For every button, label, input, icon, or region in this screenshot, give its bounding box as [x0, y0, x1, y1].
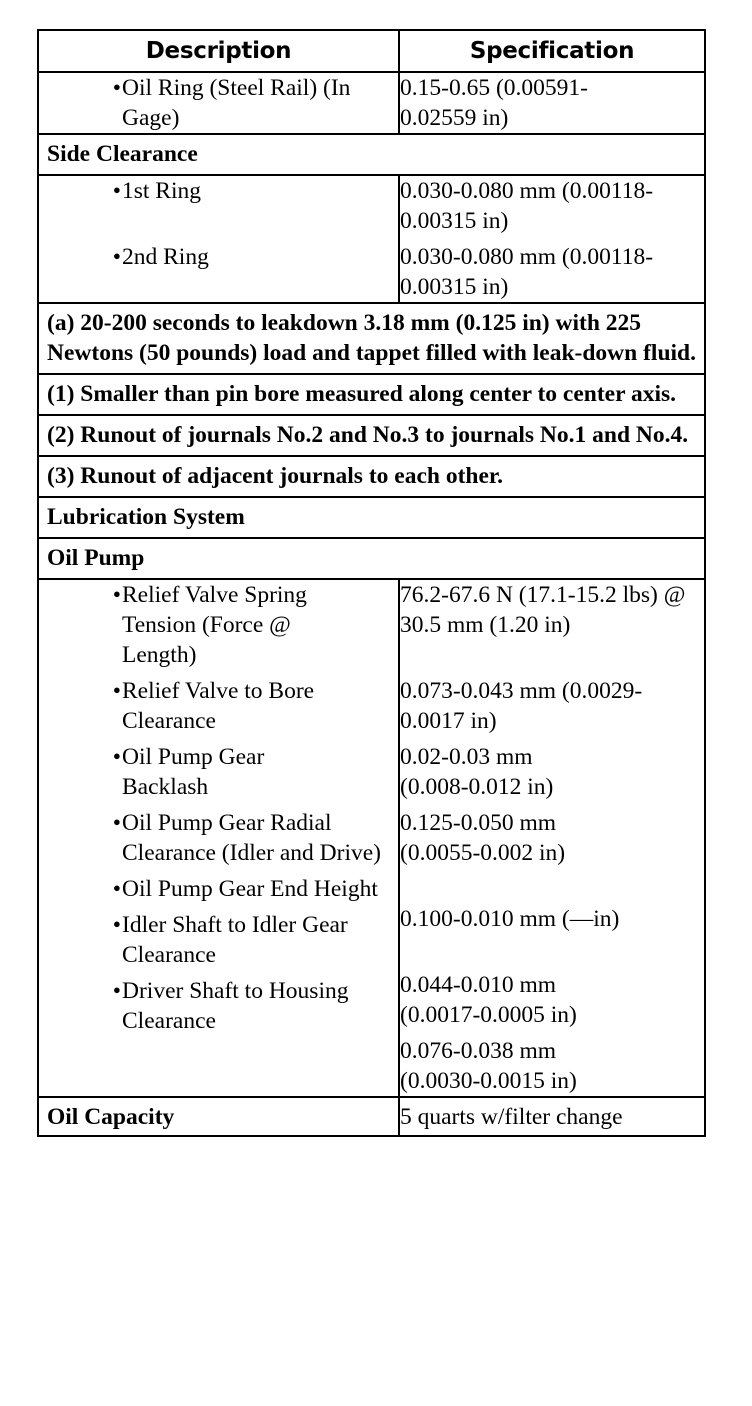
oil-pump-item-value: 0.073-0.043 mm (0.0029-0.0017 in): [400, 678, 643, 734]
oil-ring-label: Oil Ring (Steel Rail) (In Gage): [122, 75, 351, 131]
oil-pump-item-label: Oil Pump Gear Radial Clearance (Idler and Drive): [122, 810, 382, 866]
bullet-icon: •: [112, 744, 121, 770]
oil-pump-item-value: 0.125-0.050 mm (0.0055-0.002 in): [400, 810, 566, 866]
oil-pump-title: Oil Pump: [38, 538, 705, 579]
note-3-row: [38, 456, 705, 497]
oil-pump-item-value: 0.076-0.038 mm (0.0030-0.0015 in): [400, 1038, 577, 1094]
note-1-row: [38, 374, 705, 415]
oil-pump-item-value: 76.2-67.6 N (17.1-15.2 lbs) @ 30.5 mm (1.20 in): [400, 582, 686, 638]
bullet-icon: •: [112, 244, 121, 270]
bullet-icon: •: [112, 582, 121, 608]
oil-pump-item-label: Relief Valve to Bore Clearance: [122, 678, 315, 734]
note-a: (a) 20-200 seconds to leakdown 3.18 mm (0.125 in) with 225 Newtons (50 pounds) load and tappet filled with leak-down fluid.: [38, 303, 705, 374]
note-a-row: [38, 303, 705, 374]
oil-pump-item-label: Oil Pump Gear Backlash: [122, 744, 265, 800]
note-2-row: [38, 415, 705, 456]
oil-ring-value: 0.15-0.65 (0.00591-0.02559 in): [399, 72, 705, 134]
bullet-icon: •: [112, 912, 121, 938]
header-description: Description: [38, 30, 399, 72]
bullet-icon: •: [112, 978, 121, 1004]
lubrication-system-title: Lubrication System: [38, 497, 705, 538]
header-specification: Specification: [399, 30, 705, 72]
note-1: (1) Smaller than pin bore measured along center to center axis.: [38, 374, 705, 415]
bullet-icon: •: [112, 178, 121, 204]
oil-capacity-value: 5 quarts w/filter change: [399, 1097, 705, 1136]
oil-capacity-row: [38, 1097, 705, 1136]
bullet-icon: •: [112, 876, 121, 902]
first-ring-label: 1st Ring: [122, 178, 202, 204]
oil-pump-item-label: Oil Pump Gear End Height: [122, 876, 378, 902]
side-clearance-rows: [38, 175, 705, 303]
side-clearance-header-row: [38, 134, 705, 175]
spec-table: [37, 29, 706, 1137]
bullet-icon: •: [112, 678, 121, 704]
note-2: (2) Runout of journals No.2 and No.3 to journals No.1 and No.4.: [38, 415, 705, 456]
side-clearance-title: Side Clearance: [38, 134, 705, 175]
oil-pump-items-row: [38, 579, 705, 1097]
oil-pump-item-label: Driver Shaft to Housing Clearance: [122, 978, 349, 1034]
first-ring-value: 0.030-0.080 mm (0.00118-0.00315 in): [400, 178, 654, 234]
bullet-icon: •: [112, 810, 121, 836]
oil-pump-header-row: [38, 538, 705, 579]
second-ring-label: 2nd Ring: [122, 244, 209, 270]
lubrication-system-row: [38, 497, 705, 538]
second-ring-value: 0.030-0.080 mm (0.00118-0.00315 in): [400, 244, 654, 300]
bullet-icon: •: [112, 75, 121, 101]
oil-pump-item-value: 0.02-0.03 mm (0.008-0.012 in): [400, 744, 554, 800]
oil-capacity-label: Oil Capacity: [38, 1097, 399, 1136]
oil-pump-item-label: Relief Valve Spring Tension (Force @ Length): [122, 582, 307, 668]
oil-ring-row: [38, 72, 705, 134]
oil-pump-item-value: 0.100-0.010 mm (—in): [400, 906, 620, 932]
header-row: [38, 30, 705, 72]
oil-pump-item-value: 0.044-0.010 mm (0.0017-0.0005 in): [400, 972, 577, 1028]
note-3: (3) Runout of adjacent journals to each other.: [38, 456, 705, 497]
oil-pump-item-label: Idler Shaft to Idler Gear Clearance: [122, 912, 348, 968]
